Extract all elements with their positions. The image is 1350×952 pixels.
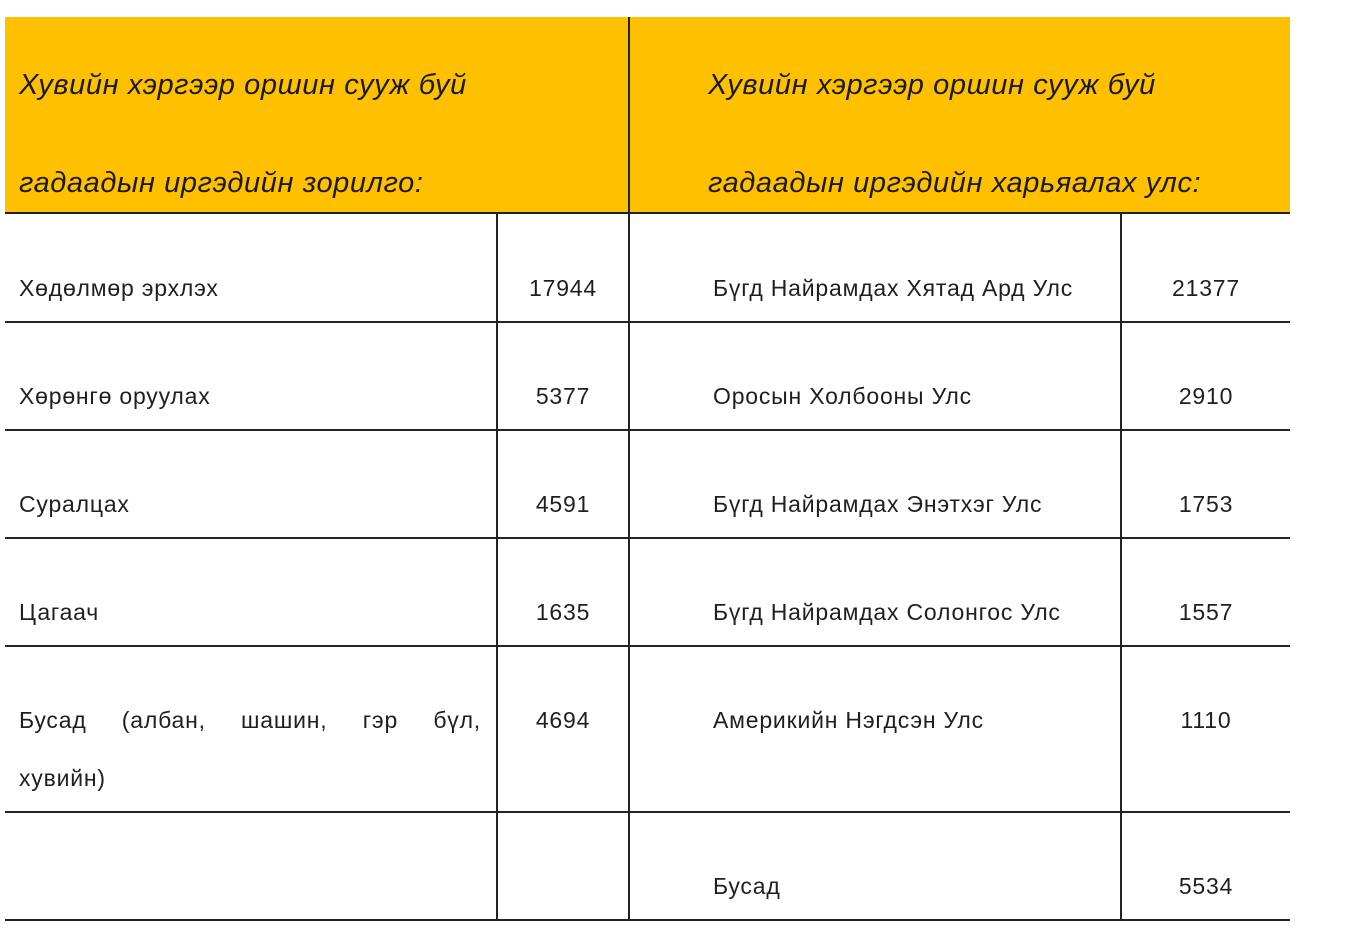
purpose-label-word: (албан, [121, 707, 206, 733]
country-label: Бусад [713, 873, 781, 899]
row-divider [5, 537, 1290, 539]
country-label: Бүгд Найрамдах Хятад Ард Улс [713, 275, 1073, 301]
country-label: Америкийн Нэгдсэн Улс [713, 707, 984, 733]
header-left-line1: Хувийн хэргээр оршин сууж буй [19, 69, 467, 101]
country-value: 1753 [1178, 491, 1234, 517]
purpose-label: Хөрөнгө оруулах [19, 383, 211, 409]
header-right-line2: гадаадын иргэдийн харьяалах улс: [708, 167, 1202, 199]
purpose-label-other [19, 707, 481, 734]
statistics-table [5, 17, 1290, 921]
purpose-value: 4591 [535, 491, 591, 517]
purpose-value: 5377 [535, 383, 591, 409]
purpose-label: Цагаач [19, 599, 100, 625]
table-header [5, 17, 1290, 214]
country-label: Бүгд Найрамдах Солонгос Улс [713, 599, 1061, 625]
country-label: Оросын Холбооны Улс [713, 383, 972, 409]
row-divider [5, 321, 1290, 323]
header-left-line2: гадаадын иргэдийн зорилго: [19, 167, 424, 199]
purpose-label: Суралцах [19, 491, 130, 517]
country-value: 2910 [1178, 383, 1234, 409]
row-divider [5, 645, 1290, 647]
purpose-label-word: Бусад [19, 707, 87, 733]
row-divider [5, 919, 1290, 921]
header-right-line1: Хувийн хэргээр оршин сууж буй [708, 69, 1156, 101]
row-divider [5, 811, 1290, 813]
purpose-value: 4694 [535, 707, 591, 733]
country-value: 21377 [1172, 275, 1240, 301]
purpose-value: 17944 [529, 275, 597, 301]
purpose-value: 1635 [535, 599, 591, 625]
purpose-label-word: гэр [362, 707, 399, 733]
center-divider [628, 17, 630, 921]
purpose-label-line2: хувийн) [19, 765, 106, 791]
purpose-label-word: шашин, [241, 707, 328, 733]
country-value: 1110 [1180, 707, 1232, 733]
country-value: 1557 [1178, 599, 1234, 625]
row-divider [5, 429, 1290, 431]
purpose-label-word: бүл, [433, 707, 481, 733]
country-value: 5534 [1178, 873, 1234, 899]
country-label: Бүгд Найрамдах Энэтхэг Улс [713, 491, 1043, 517]
purpose-label: Хөдөлмөр эрхлэх [19, 275, 219, 301]
